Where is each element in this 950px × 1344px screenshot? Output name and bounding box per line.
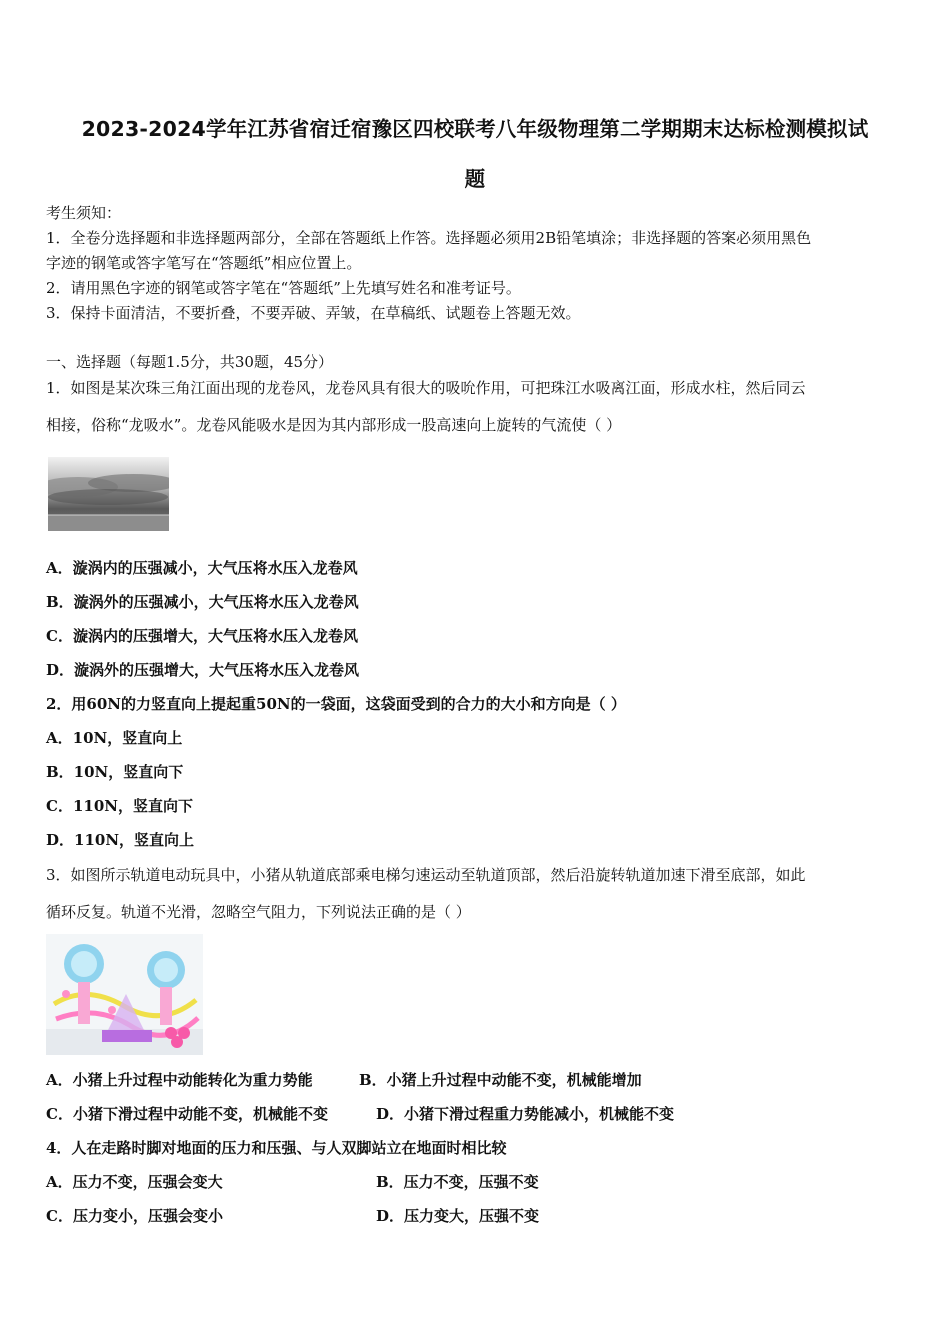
- q1-option-b: B．漩涡外的压强减小，大气压将水压入龙卷风: [46, 593, 359, 611]
- q1-stem-line1: 1．如图是某次珠三角江面出现的龙卷风，龙卷风具有很大的吸吮作用，可把珠江水吸离江面，形成水柱，然后同云: [46, 379, 806, 397]
- section-heading: 一、选择题（每题1.5分，共30题，45分）: [46, 353, 334, 371]
- notice-item-3: 3．保持卡面清洁，不要折叠，不要弄破、弄皱，在草稿纸、试题卷上答题无效。: [46, 304, 581, 322]
- q3-stem-line2: 循环反复。轨道不光滑，忽略空气阻力，下列说法正确的是（ ）: [46, 903, 471, 921]
- tornado-sky-photo: [48, 457, 169, 531]
- q1-option-a: A．漩涡内的压强减小，大气压将水压入龙卷风: [46, 559, 358, 577]
- exam-title-line2: 题: [464, 167, 486, 191]
- q4-option-b: B．压力不变，压强不变: [376, 1173, 539, 1191]
- q3-option-d: D．小猪下滑过程重力势能减小，机械能不变: [376, 1105, 675, 1123]
- q2-stem: 2．用60N的力竖直向上提起重50N的一袋面，这袋面受到的合力的大小和方向是（ ）: [46, 695, 626, 713]
- q4-stem: 4．人在走路时脚对地面的压力和压强、与人双脚站立在地面时相比较: [46, 1139, 507, 1157]
- q1-option-d: D．漩涡外的压强增大，大气压将水压入龙卷风: [46, 661, 360, 679]
- notice-item-2: 2．请用黑色字迹的钢笔或答字笔在“答题纸”上先填写姓名和准考证号。: [46, 279, 521, 297]
- q4-option-a: A．压力不变，压强会变大: [46, 1173, 223, 1191]
- q3-option-c: C．小猪下滑过程中动能不变，机械能不变: [46, 1105, 328, 1123]
- pig-track-toy-photo: [46, 934, 203, 1055]
- notice-item-1b: 字迹的钢笔或答字笔写在“答题纸”相应位置上。: [46, 254, 362, 272]
- q2-option-d: D．110N，竖直向上: [46, 831, 195, 849]
- q1-option-c: C．漩涡内的压强增大，大气压将水压入龙卷风: [46, 627, 358, 645]
- exam-title-line1: 2023-2024学年江苏省宿迁宿豫区四校联考八年级物理第二学期期末达标检测模拟试: [81, 117, 869, 141]
- q4-option-d: D．压力变大，压强不变: [376, 1207, 540, 1225]
- q2-option-b: B．10N，竖直向下: [46, 763, 184, 781]
- q3-option-b: B．小猪上升过程中动能不变，机械能增加: [359, 1071, 642, 1089]
- q3-option-a: A．小猪上升过程中动能转化为重力势能: [46, 1071, 313, 1089]
- notice-heading: 考生须知：: [46, 204, 122, 222]
- notice-item-1a: 1．全卷分选择题和非选择题两部分，全部在答题纸上作答。选择题必须用2B铅笔填涂；非选择题的答案必须用黑色: [46, 229, 812, 247]
- q4-option-c: C．压力变小，压强会变小: [46, 1207, 223, 1225]
- q3-stem-line1: 3．如图所示轨道电动玩具中，小猪从轨道底部乘电梯匀速运动至轨道顶部，然后沿旋转轨道加速下滑至底部，如此: [46, 866, 806, 884]
- q2-option-c: C．110N，竖直向下: [46, 797, 193, 815]
- q1-stem-line2: 相接，俗称“龙吸水”。龙卷风能吸水是因为其内部形成一股高速向上旋转的气流使（ ）: [46, 416, 622, 434]
- q2-option-a: A．10N，竖直向上: [46, 729, 183, 747]
